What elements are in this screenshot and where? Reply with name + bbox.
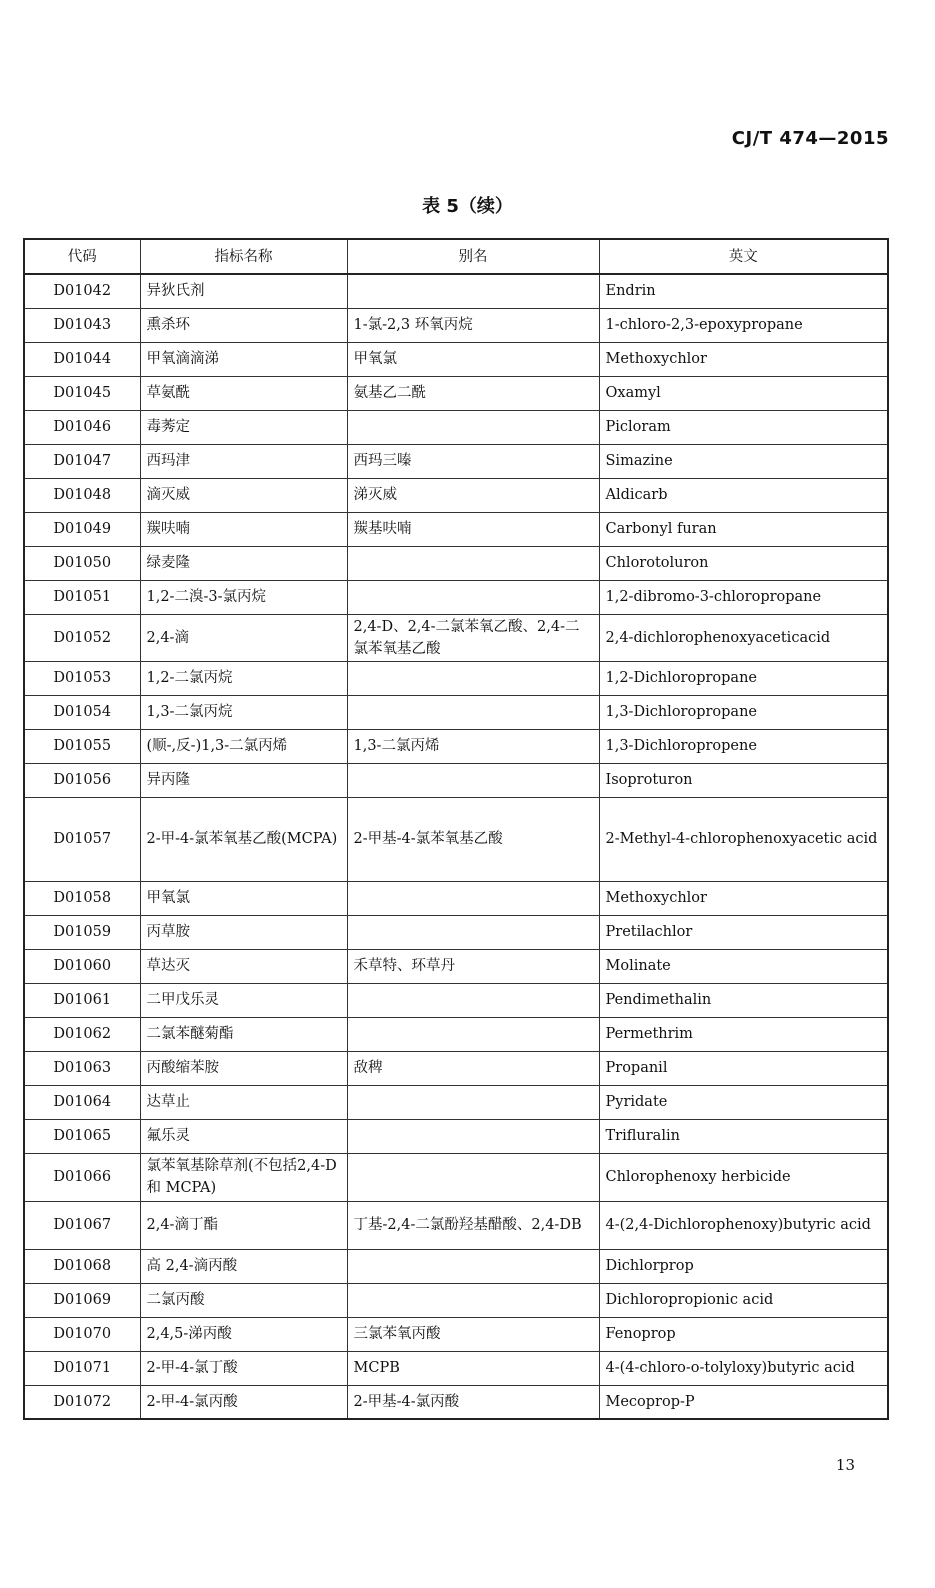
code-cell: D01061	[24, 983, 140, 1017]
name-cell: 1,2-二溴-3-氯丙烷	[140, 580, 347, 614]
alias-cell	[347, 763, 599, 797]
table-row	[24, 729, 888, 763]
alias-cell: 1,3-二氯丙烯	[347, 729, 599, 763]
name-cell: 草氨酰	[140, 376, 347, 410]
alias-cell: 三氯苯氧丙酸	[347, 1317, 599, 1351]
name-cell: 异狄氏剂	[140, 274, 347, 308]
english-cell: Picloram	[599, 410, 888, 444]
code-cell: D01065	[24, 1119, 140, 1153]
table-row	[24, 274, 888, 308]
name-cell: 2-甲-4-氯丁酸	[140, 1351, 347, 1385]
name-cell: 甲氧滴滴涕	[140, 342, 347, 376]
table-row	[24, 308, 888, 342]
alias-cell	[347, 1153, 599, 1201]
table-row	[24, 763, 888, 797]
table-row	[24, 1317, 888, 1351]
table-row	[24, 1085, 888, 1119]
alias-cell	[347, 1283, 599, 1317]
table-row	[24, 983, 888, 1017]
alias-cell	[347, 983, 599, 1017]
name-cell: 1,2-二氯丙烷	[140, 661, 347, 695]
name-cell: 2-甲-4-氯丙酸	[140, 1385, 347, 1419]
table-header-row	[24, 239, 888, 274]
alias-cell: 羰基呋喃	[347, 512, 599, 546]
table-row	[24, 1351, 888, 1385]
english-cell: Dichloropropionic acid	[599, 1283, 888, 1317]
name-cell: 氟乐灵	[140, 1119, 347, 1153]
table-row	[24, 1119, 888, 1153]
table-row	[24, 478, 888, 512]
english-cell: Chlorotoluron	[599, 546, 888, 580]
code-cell: D01066	[24, 1153, 140, 1201]
english-cell: Carbonyl furan	[599, 512, 888, 546]
code-cell: D01070	[24, 1317, 140, 1351]
code-cell: D01051	[24, 580, 140, 614]
column-header-name: 指标名称	[140, 239, 347, 274]
standard-code: CJ/T 474—2015	[731, 128, 889, 149]
alias-cell: 甲氧氯	[347, 342, 599, 376]
name-cell: 1,3-二氯丙烷	[140, 695, 347, 729]
english-cell: 4-(2,4-Dichlorophenoxy)butyric acid	[599, 1201, 888, 1249]
alias-cell: MCPB	[347, 1351, 599, 1385]
english-cell: Fenoprop	[599, 1317, 888, 1351]
name-cell: 达草止	[140, 1085, 347, 1119]
english-cell: Molinate	[599, 949, 888, 983]
table-row	[24, 614, 888, 661]
english-cell: Pendimethalin	[599, 983, 888, 1017]
alias-cell	[347, 695, 599, 729]
alias-cell: 西玛三嗪	[347, 444, 599, 478]
alias-cell: 涕灭威	[347, 478, 599, 512]
english-cell: 1-chloro-2,3-epoxypropane	[599, 308, 888, 342]
english-cell: Methoxychlor	[599, 342, 888, 376]
alias-cell: 1-氯-2,3 环氧丙烷	[347, 308, 599, 342]
code-cell: D01071	[24, 1351, 140, 1385]
table-row	[24, 915, 888, 949]
code-cell: D01052	[24, 614, 140, 661]
alias-cell	[347, 1085, 599, 1119]
alias-cell: 敌稗	[347, 1051, 599, 1085]
table-row	[24, 661, 888, 695]
code-cell: D01068	[24, 1249, 140, 1283]
code-cell: D01049	[24, 512, 140, 546]
code-cell: D01059	[24, 915, 140, 949]
english-cell: Chlorophenoxy herbicide	[599, 1153, 888, 1201]
name-cell: 丙酸缩苯胺	[140, 1051, 347, 1085]
code-cell: D01050	[24, 546, 140, 580]
table-row	[24, 1201, 888, 1249]
english-cell: Pyridate	[599, 1085, 888, 1119]
name-cell: 异丙隆	[140, 763, 347, 797]
name-cell: 2,4-滴丁酯	[140, 1201, 347, 1249]
code-cell: D01063	[24, 1051, 140, 1085]
name-cell: 2,4,5-涕丙酸	[140, 1317, 347, 1351]
column-header-alias: 别名	[347, 239, 599, 274]
name-cell: 2,4-滴	[140, 614, 347, 661]
table-row	[24, 1153, 888, 1201]
english-cell: 1,3-Dichloropropene	[599, 729, 888, 763]
code-cell: D01048	[24, 478, 140, 512]
english-cell: Pretilachlor	[599, 915, 888, 949]
code-cell: D01047	[24, 444, 140, 478]
alias-cell	[347, 661, 599, 695]
english-cell: Methoxychlor	[599, 881, 888, 915]
alias-cell: 2-甲基-4-氯苯氧基乙酸	[347, 797, 599, 881]
name-cell: (顺-,反-)1,3-二氯丙烯	[140, 729, 347, 763]
alias-cell	[347, 881, 599, 915]
name-cell: 2-甲-4-氯苯氧基乙酸(MCPA)	[140, 797, 347, 881]
code-cell: D01058	[24, 881, 140, 915]
english-cell: Endrin	[599, 274, 888, 308]
name-cell: 西玛津	[140, 444, 347, 478]
name-cell: 熏杀环	[140, 308, 347, 342]
table-body	[24, 274, 888, 1419]
table-row	[24, 546, 888, 580]
english-cell: Simazine	[599, 444, 888, 478]
alias-cell: 丁基-2,4-二氯酚羟基醋酸、2,4-DB	[347, 1201, 599, 1249]
table-row	[24, 1385, 888, 1419]
english-cell: 4-(4-chloro-o-tolyloxy)butyric acid	[599, 1351, 888, 1385]
table-row	[24, 1017, 888, 1051]
name-cell: 二氯苯醚菊酯	[140, 1017, 347, 1051]
name-cell: 氯苯氧基除草剂(不包括2,4-D 和 MCPA)	[140, 1153, 347, 1201]
table-row	[24, 797, 888, 881]
column-header-code: 代码	[24, 239, 140, 274]
code-cell: D01055	[24, 729, 140, 763]
name-cell: 二氯丙酸	[140, 1283, 347, 1317]
table-row	[24, 1249, 888, 1283]
alias-cell	[347, 1119, 599, 1153]
code-cell: D01045	[24, 376, 140, 410]
table-row	[24, 881, 888, 915]
alias-cell	[347, 546, 599, 580]
page-number: 13	[835, 1456, 855, 1474]
name-cell: 二甲戊乐灵	[140, 983, 347, 1017]
code-cell: D01064	[24, 1085, 140, 1119]
column-header-english: 英文	[599, 239, 888, 274]
name-cell: 丙草胺	[140, 915, 347, 949]
table-row	[24, 949, 888, 983]
name-cell: 高 2,4-滴丙酸	[140, 1249, 347, 1283]
english-cell: Mecoprop-P	[599, 1385, 888, 1419]
name-cell: 滴灭威	[140, 478, 347, 512]
alias-cell: 2,4-D、2,4-二氯苯氧乙酸、2,4-二氯苯氧基乙酸	[347, 614, 599, 661]
name-cell: 羰呋喃	[140, 512, 347, 546]
alias-cell: 氨基乙二酰	[347, 376, 599, 410]
table-row	[24, 580, 888, 614]
english-cell: 1,2-Dichloropropane	[599, 661, 888, 695]
table-row	[24, 410, 888, 444]
code-cell: D01044	[24, 342, 140, 376]
english-cell: Oxamyl	[599, 376, 888, 410]
table-title: 表 5（续）	[422, 196, 513, 217]
alias-cell	[347, 274, 599, 308]
english-cell: Trifluralin	[599, 1119, 888, 1153]
english-cell: 2-Methyl-4-chlorophenoxyacetic acid	[599, 797, 888, 881]
name-cell: 甲氧氯	[140, 881, 347, 915]
table-row	[24, 444, 888, 478]
table-row	[24, 512, 888, 546]
alias-cell	[347, 1249, 599, 1283]
code-cell: D01067	[24, 1201, 140, 1249]
code-cell: D01069	[24, 1283, 140, 1317]
code-cell: D01056	[24, 763, 140, 797]
english-cell: 1,2-dibromo-3-chloropropane	[599, 580, 888, 614]
indicator-table	[23, 238, 889, 1420]
alias-cell	[347, 410, 599, 444]
code-cell: D01053	[24, 661, 140, 695]
code-cell: D01062	[24, 1017, 140, 1051]
code-cell: D01043	[24, 308, 140, 342]
name-cell: 绿麦隆	[140, 546, 347, 580]
alias-cell	[347, 915, 599, 949]
english-cell: Permethrim	[599, 1017, 888, 1051]
alias-cell	[347, 580, 599, 614]
english-cell: 1,3-Dichloropropane	[599, 695, 888, 729]
table-row	[24, 1051, 888, 1085]
alias-cell: 禾草特、环草丹	[347, 949, 599, 983]
table-row	[24, 695, 888, 729]
code-cell: D01042	[24, 274, 140, 308]
code-cell: D01054	[24, 695, 140, 729]
english-cell: 2,4-dichlorophenoxyaceticacid	[599, 614, 888, 661]
english-cell: Dichlorprop	[599, 1249, 888, 1283]
alias-cell: 2-甲基-4-氯丙酸	[347, 1385, 599, 1419]
english-cell: Aldicarb	[599, 478, 888, 512]
code-cell: D01046	[24, 410, 140, 444]
name-cell: 毒莠定	[140, 410, 347, 444]
table-row	[24, 376, 888, 410]
code-cell: D01060	[24, 949, 140, 983]
name-cell: 草达灭	[140, 949, 347, 983]
english-cell: Isoproturon	[599, 763, 888, 797]
table-row	[24, 342, 888, 376]
code-cell: D01072	[24, 1385, 140, 1419]
table-row	[24, 1283, 888, 1317]
code-cell: D01057	[24, 797, 140, 881]
alias-cell	[347, 1017, 599, 1051]
english-cell: Propanil	[599, 1051, 888, 1085]
